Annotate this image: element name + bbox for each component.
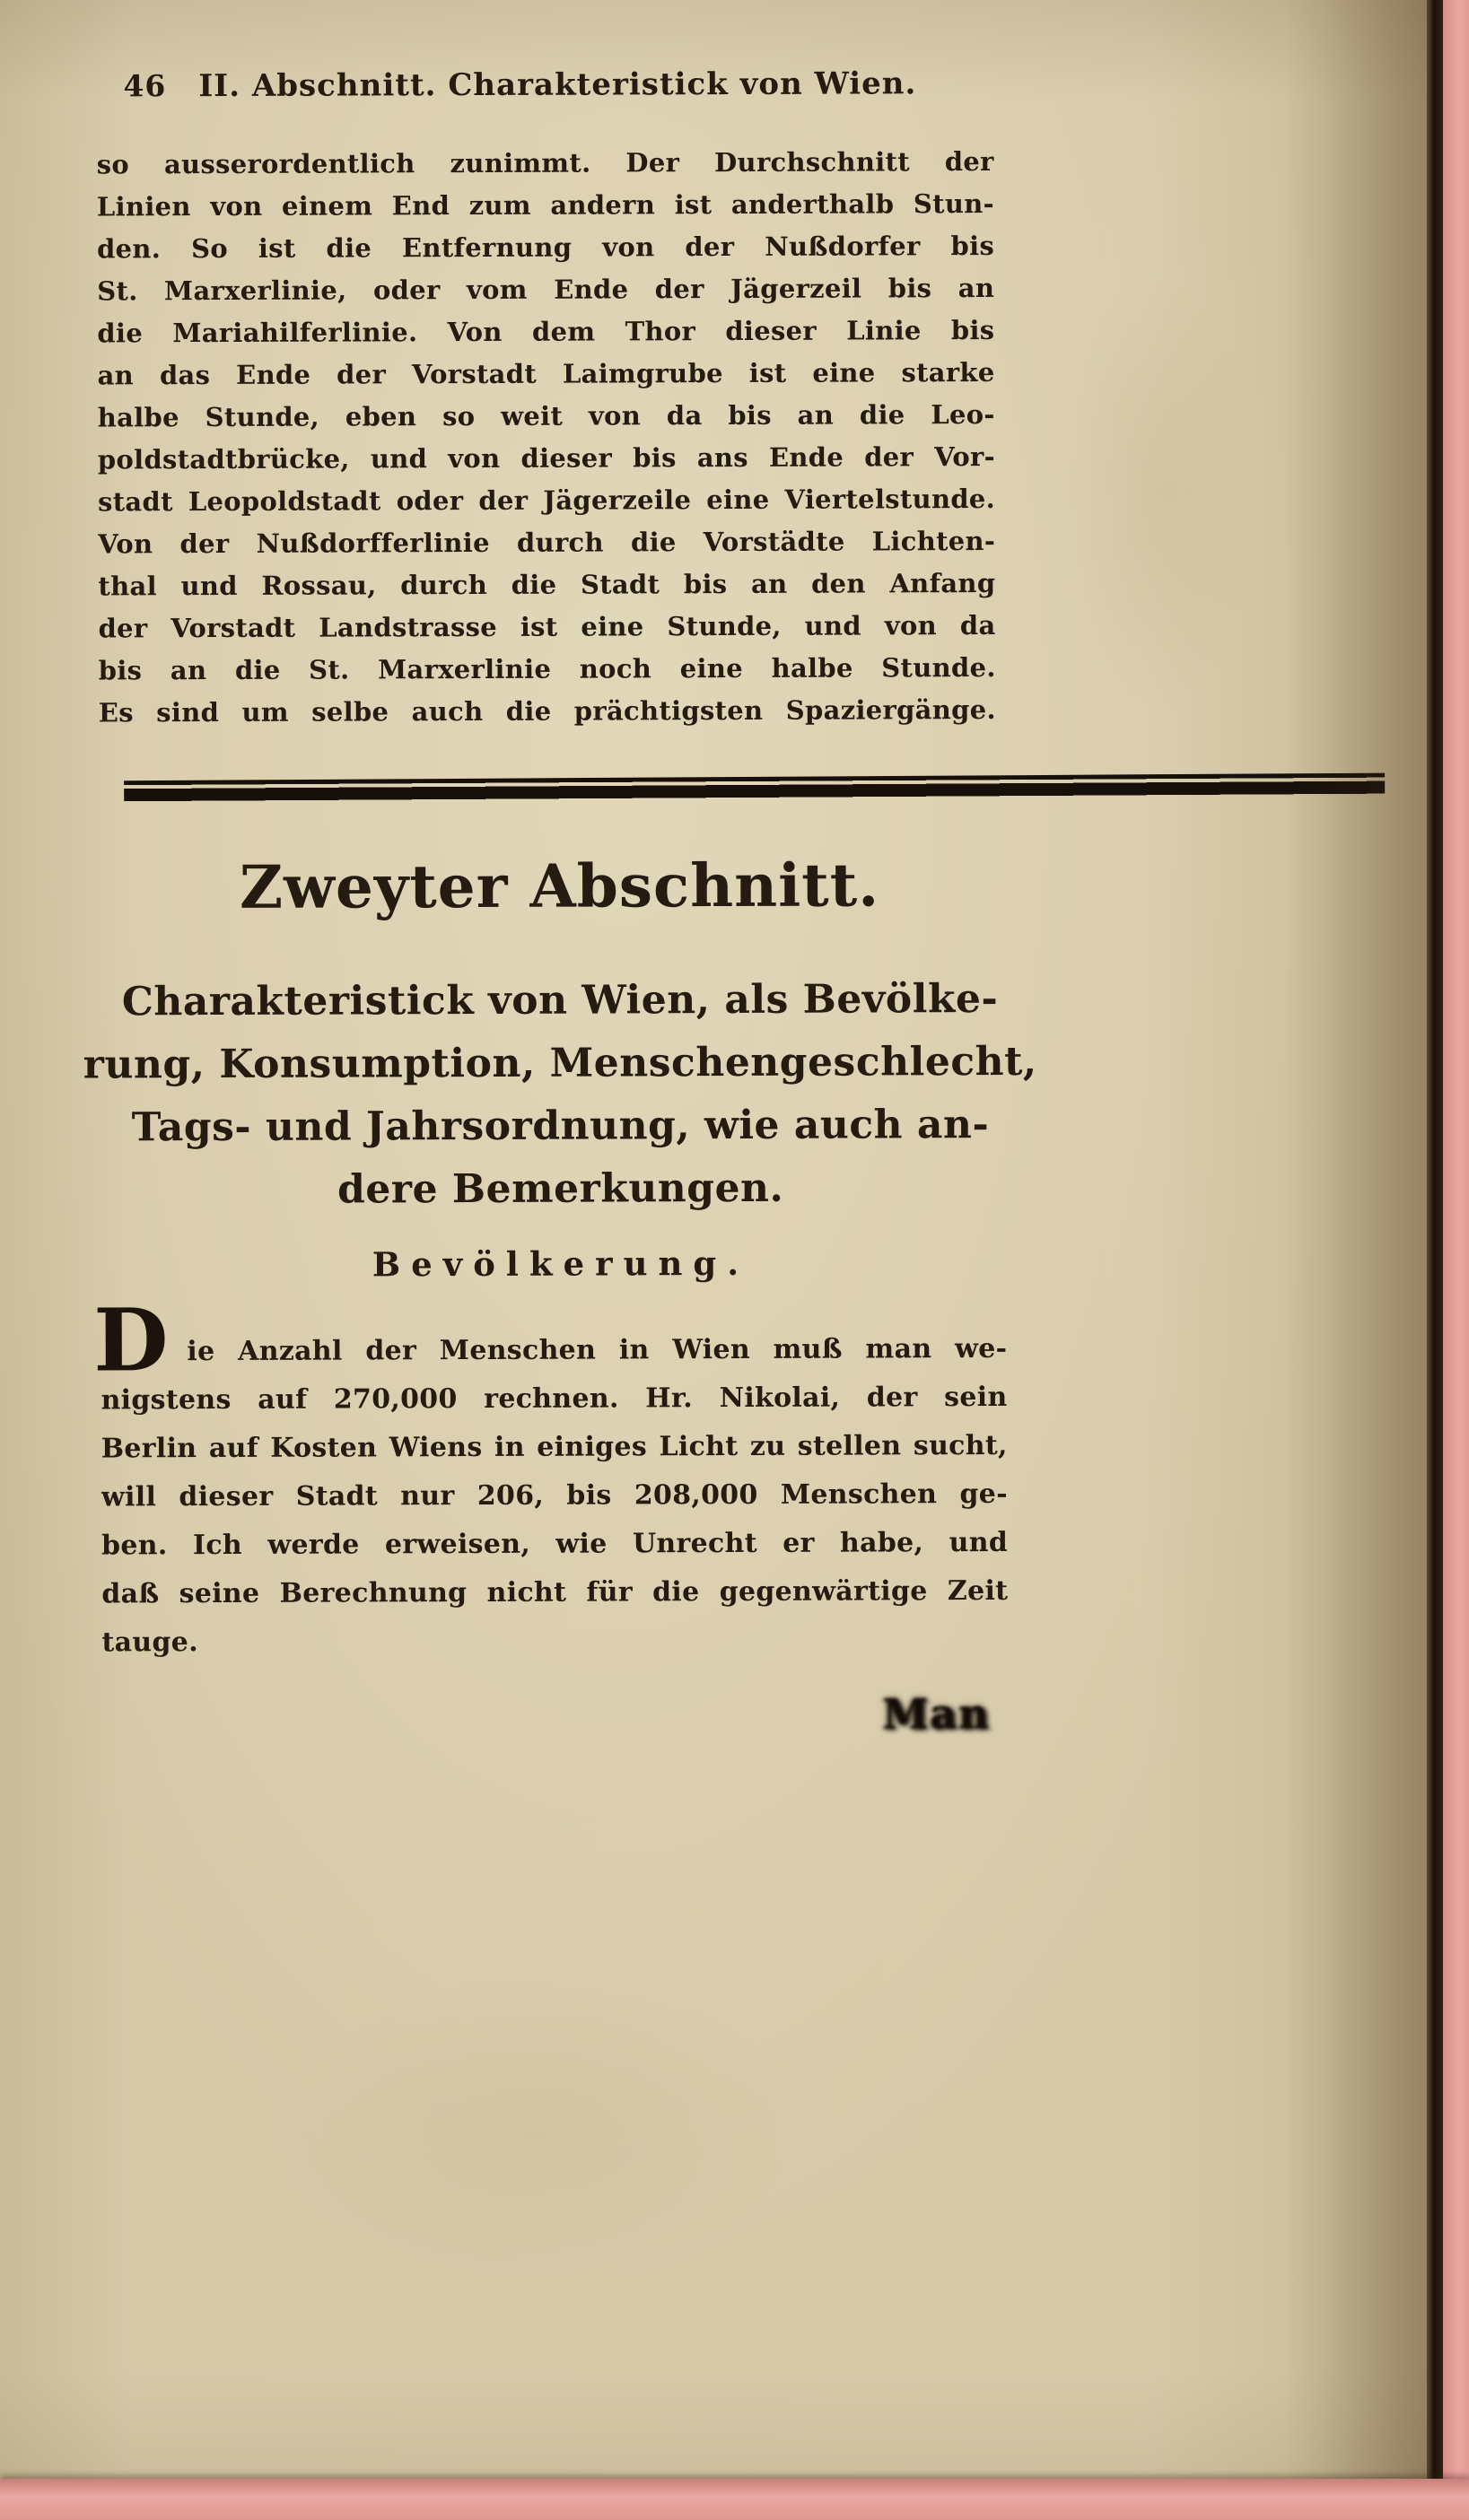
section-divider-rule	[124, 773, 1385, 803]
running-header-title: II. Abschnitt. Charakteristick von Wien.	[198, 65, 917, 105]
body-paragraph-1	[97, 141, 996, 734]
text-line: den. So ist die Entfernung von der Nußdorfer bis	[97, 230, 995, 265]
running-header	[123, 65, 1020, 104]
text-line: Charakteristick von Wien, als Bevölke-	[121, 975, 999, 1025]
text-line: so ausserordentlich zunimmt. Der Durchschnitt der	[96, 145, 994, 180]
section-heading: Bevölkerung.	[372, 1243, 750, 1285]
fore-edge-pink-bottom	[0, 2479, 1469, 2520]
text-line: ben. Ich werde erweisen, wie Unrecht er habe, und	[101, 1526, 1009, 1562]
text-line: ie Anzahl der Menschen in Wien muß man we-	[187, 1332, 1008, 1368]
page-number: 46	[123, 68, 167, 104]
text-line: an das Ende der Vorstadt Laimgrube ist eine starke	[97, 356, 995, 391]
catchword-row	[102, 1689, 991, 1740]
page-edge-dark-line	[1427, 0, 1443, 2520]
catchword-smudged: Man	[882, 1689, 991, 1739]
page-curvature-shadow	[1283, 0, 1427, 2520]
fore-edge-pink-right	[1443, 0, 1469, 2520]
text-line: Tags- und Jahrsordnung, wie auch an-	[131, 1102, 990, 1151]
text-line: die Mariahilferlinie. Von dem Thor dieser Linie bis	[97, 314, 995, 349]
text-line: der Vorstadt Landstrasse ist eine Stunde, und von da	[98, 609, 996, 644]
text-line: nigstens auf 270,000 rechnen. Hr. Nikolai, der sein	[101, 1381, 1008, 1417]
text-line: poldstadtbrücke, und von dieser bis ans Ende der Vor-	[97, 440, 995, 475]
drop-cap-initial: D	[93, 1289, 169, 1391]
text-line: halbe Stunde, eben so weit von da bis an die Leo-	[97, 398, 995, 433]
section-title: Zweyter Abschnitt.	[239, 850, 880, 922]
text-line: daß seine Berechnung nicht für die gegenwärtige Zeit	[101, 1574, 1009, 1610]
text-line: Von der Nußdorfferlinie durch die Vorstädte Lichten-	[98, 525, 996, 560]
section-subtitle	[75, 968, 1045, 1223]
text-line: Berlin auf Kosten Wiens in einiges Licht zu stellen sucht,	[101, 1429, 1008, 1465]
text-line: stadt Leopoldstadt oder der Jägerzeile eine Viertelstunde.	[97, 483, 996, 518]
text-line: tauge.	[101, 1626, 198, 1659]
text-line: St. Marxerlinie, oder vom Ende der Jägerzeil bis an	[97, 272, 995, 307]
text-line: Es sind um selbe auch die prächtigsten Spaziergänge.	[98, 693, 996, 728]
text-line: Linien von einem End zum andern ist anderthalb Stun-	[96, 187, 994, 222]
text-line: dere Bemerkungen.	[337, 1164, 784, 1213]
text-line: thal und Rossau, durch die Stadt bis an den Anfang	[98, 567, 996, 602]
paragraph-2-lines	[101, 1373, 1008, 1668]
body-paragraph-2	[93, 1289, 1009, 1668]
text-line: will dieser Stadt nur 206, bis 208,000 Menschen ge-	[101, 1478, 1008, 1513]
text-line: bis an die St. Marxerlinie noch eine halbe Stunde.	[98, 651, 996, 686]
text-line: rung, Konsumption, Menschengeschlecht,	[83, 1038, 1037, 1088]
